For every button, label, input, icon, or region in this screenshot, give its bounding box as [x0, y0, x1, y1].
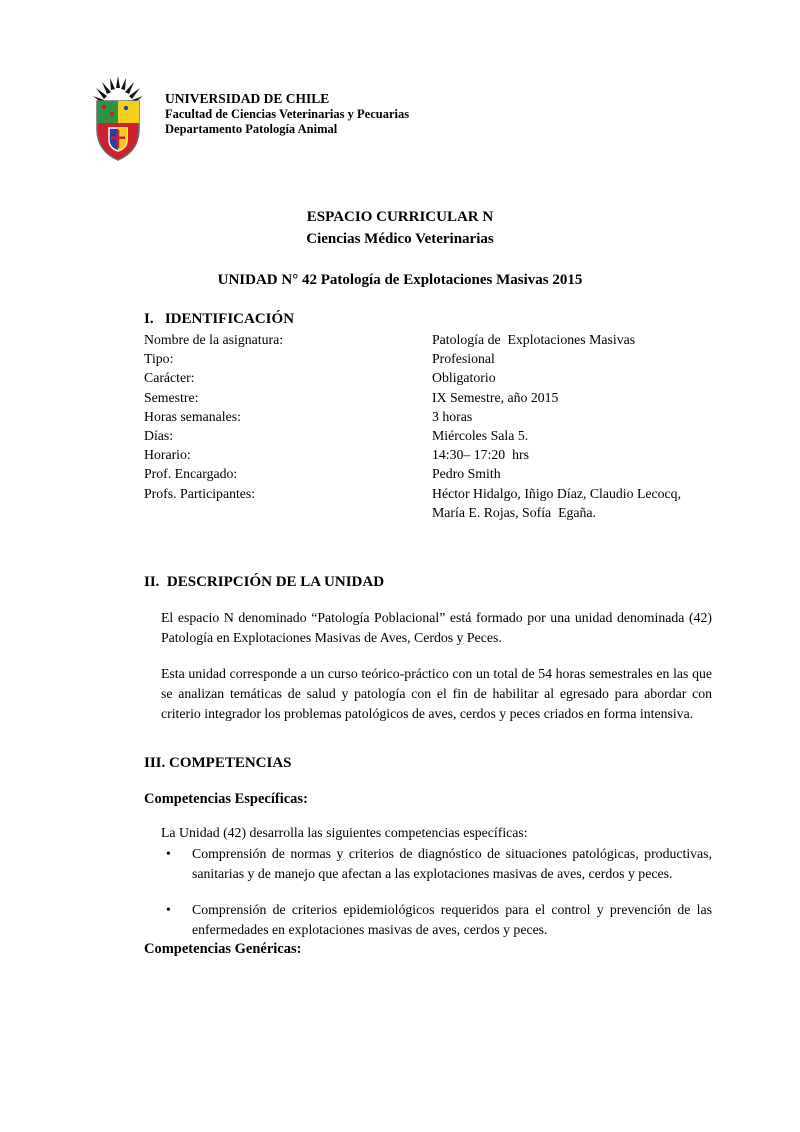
row-value: IX Semestre, año 2015 [432, 389, 559, 405]
identificacion-table [144, 330, 712, 522]
row-label: Carácter: [144, 370, 195, 386]
table-row [144, 407, 712, 426]
row-value: 3 horas [432, 408, 473, 424]
row-label: Horas semanales: [144, 408, 241, 424]
table-row [144, 330, 712, 349]
row-label: Profs. Participantes: [144, 485, 256, 501]
university-name: UNIVERSIDAD DE CHILE [165, 91, 330, 106]
row-label: Tipo: [144, 351, 174, 367]
row-label: Nombre de la asignatura: [144, 332, 284, 347]
row-value: Pedro Smith [432, 466, 501, 482]
list-item-text: Comprensión de normas y criterios de diagnóstico de situaciones patológicas, productivas, sanitarias y de manejo que afectan a las explotaciones masivas de aves, cerdos y peces. [192, 846, 712, 882]
bullet-icon: • [166, 902, 171, 918]
table-row [144, 484, 712, 522]
faculty-name: Facultad de Ciencias Veterinarias y Pecuarias [165, 106, 410, 121]
table-row [144, 464, 712, 483]
descripcion-paragraph: El espacio N denominado “Patología Poblacional” está formado por una unidad denominada (42) Patología en Explotaciones Masivas de Aves, Cerdos y Peces. [161, 610, 712, 646]
row-label: Semestre: [144, 389, 199, 405]
university-crest-logo [88, 74, 148, 164]
table-row [144, 445, 712, 464]
row-label: Días: [144, 428, 174, 444]
list-item-text: Comprensión de criterios epidemiológicos requeridos para el control y prevención de las enfermedades en explotaciones masivas de aves, cerdos y peces. [192, 902, 712, 938]
row-label: Horario: [144, 447, 191, 463]
department-name: Departamento Patología Animal [165, 122, 338, 136]
competencias-list [161, 844, 712, 940]
row-value: 14:30– 17:20 hrs [432, 447, 529, 463]
program-title: ESPACIO CURRICULAR N [306, 209, 494, 225]
table-row [144, 388, 712, 407]
list-item [161, 844, 712, 884]
section-competencias [144, 754, 712, 959]
competencias-heading: III. COMPETENCIAS [144, 755, 292, 772]
unit-title: UNIDAD N° 42 Patología de Explotaciones Masivas 2015 [217, 272, 583, 288]
row-value: Miércoles Sala 5. [432, 428, 529, 444]
section-identificacion [144, 310, 712, 522]
competencias-genericas-heading: Competencias Genéricas: [144, 941, 302, 958]
identificacion-heading: I. IDENTIFICACIÓN [144, 311, 295, 327]
descripcion-heading: II. DESCRIPCIÓN DE LA UNIDAD [144, 574, 385, 591]
row-value: Patología de Explotaciones Masivas [432, 332, 636, 347]
section-descripcion [144, 573, 712, 724]
competencias-especificas-heading: Competencias Específicas: [144, 791, 308, 808]
competencias-intro: La Unidad (42) desarrolla las siguientes competencias específicas: [161, 825, 528, 841]
row-value: Héctor Hidalgo, Iñigo Díaz, Claudio Lecocq, María E. Rojas, Sofía Egaña. [432, 485, 685, 520]
table-row [144, 368, 712, 387]
row-label: Prof. Encargado: [144, 466, 238, 482]
school-title: Ciencias Médico Veterinarias [306, 231, 494, 247]
letterhead [88, 74, 800, 164]
table-row [144, 426, 712, 445]
bullet-icon: • [166, 846, 171, 862]
list-item [161, 900, 712, 940]
row-value: Profesional [432, 351, 495, 367]
letterhead-text [165, 74, 409, 138]
row-value: Obligatorio [432, 370, 496, 386]
descripcion-paragraph: Esta unidad corresponde a un curso teórico-práctico con un total de 54 horas semestrales en las que se analizan temáticas de salud y patología con el fin de habilitar al egresado para abordar con criterio integrador los problemas patológicos de aves, cerdos y peces criados en forma intensiva. [161, 666, 712, 722]
table-row [144, 349, 712, 368]
title-block [0, 206, 800, 250]
